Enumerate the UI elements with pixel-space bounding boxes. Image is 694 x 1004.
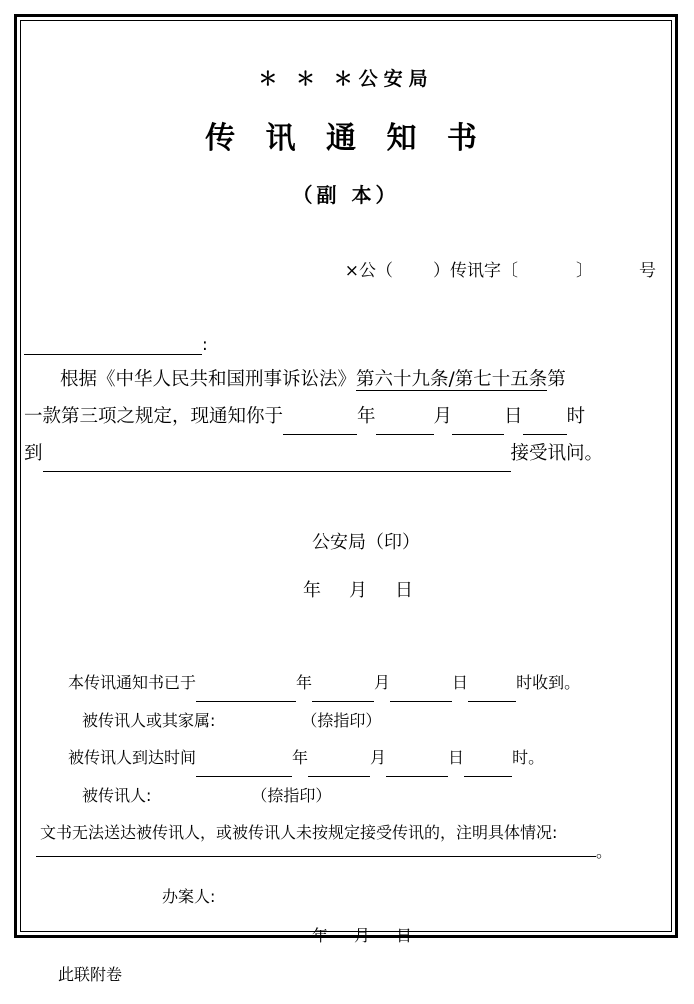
body-line3-b: 接受讯问。 [510,443,604,464]
body-line1-b: 第 [547,369,566,390]
addressee-line [22,335,670,355]
receipt-blank-month[interactable] [312,684,374,702]
undelivered-note: 文书无法送达被传讯人，或被传讯人未按规定接受传讯的，注明具体情况: [40,823,558,843]
arrival-blank-year[interactable] [196,759,292,777]
receipt-line1-hour: 时收到。 [516,673,581,692]
receipt-line-3 [22,739,670,777]
doc-number-suffix: 号 [639,261,656,281]
addressee-blank[interactable] [24,336,202,355]
seal-organization: 公安局（印） [312,532,420,553]
body-line2-a: 一款第三项之规定，现通知你于 [24,406,284,427]
receipt-line-4 [22,777,670,815]
receipt-line3-year: 年 [292,748,309,768]
receipt-section [22,664,670,814]
document-number-line [22,256,670,281]
seal-month: 月 [349,580,369,601]
receipt-line1-day: 日 [452,673,469,692]
arrival-blank-hour[interactable] [464,759,512,777]
receipt-line1-month: 月 [374,673,391,692]
doc-number-prefix: ×公（ [344,261,393,281]
receipt-line4-fingerprint: （捺指印） [251,785,332,805]
arrival-blank-month[interactable] [308,759,370,777]
handler-month: 月 [354,926,373,946]
body-line1-underlined: 第六十九条/第七十五条 [356,369,548,390]
handler-year: 年 [312,926,331,946]
receipt-blank-day[interactable] [390,684,452,702]
seal-year: 年 [303,580,323,601]
footer-note: 此联附卷 [58,965,123,984]
blank-hour[interactable] [523,415,567,435]
handler-day: 日 [396,926,415,946]
receipt-line2-label: 被传讯人或其家属: [82,710,216,730]
blank-month[interactable] [376,415,434,435]
receipt-line-2 [22,702,670,740]
receipt-line3-month: 月 [370,748,387,768]
doc-number-close: 〕 [576,261,593,281]
document-title: 传 讯 通 知 书 [205,121,487,156]
document-content [22,22,670,946]
receipt-line3-a: 被传讯人到达时间 [68,748,197,768]
blank-location[interactable] [43,452,511,472]
blank-day[interactable] [452,415,504,435]
seal-block [22,528,670,602]
body-line2-day: 日 [504,406,523,427]
body-paragraph [22,361,670,472]
body-line2-month: 月 [433,406,453,427]
receipt-line-1 [22,664,670,702]
addressee-colon: : [202,335,208,355]
doc-number-mid: ）传讯字〔 [433,261,518,281]
seal-date [22,576,670,602]
receipt-line2-fingerprint: （捺指印） [301,710,382,730]
issuing-organization: ＊ ＊ ＊公安局 [258,68,434,90]
body-line2-hour: 时 [566,406,586,427]
body-line3-a: 到 [24,443,43,464]
receipt-line1-a: 本传讯通知书已于 [68,673,197,692]
arrival-blank-day[interactable] [386,759,448,777]
seal-day: 日 [395,580,415,601]
receipt-line4-label: 被传讯人: [82,785,152,805]
receipt-blank-year[interactable] [196,684,296,702]
receipt-line3-day: 日 [448,748,465,768]
receipt-line1-year: 年 [296,673,313,692]
handler-label: 办案人: [162,887,216,907]
receipt-line3-hour: 时。 [512,748,545,768]
body-line1-a: 根据《中华人民共和国刑事诉讼法》 [60,369,357,390]
handler-date [22,923,670,946]
document-subtitle: （副 本） [292,183,400,207]
body-line2-year: 年 [357,406,376,427]
note-rule-tail: 。 [595,842,612,862]
receipt-blank-hour[interactable] [468,684,516,702]
blank-year[interactable] [283,415,357,435]
